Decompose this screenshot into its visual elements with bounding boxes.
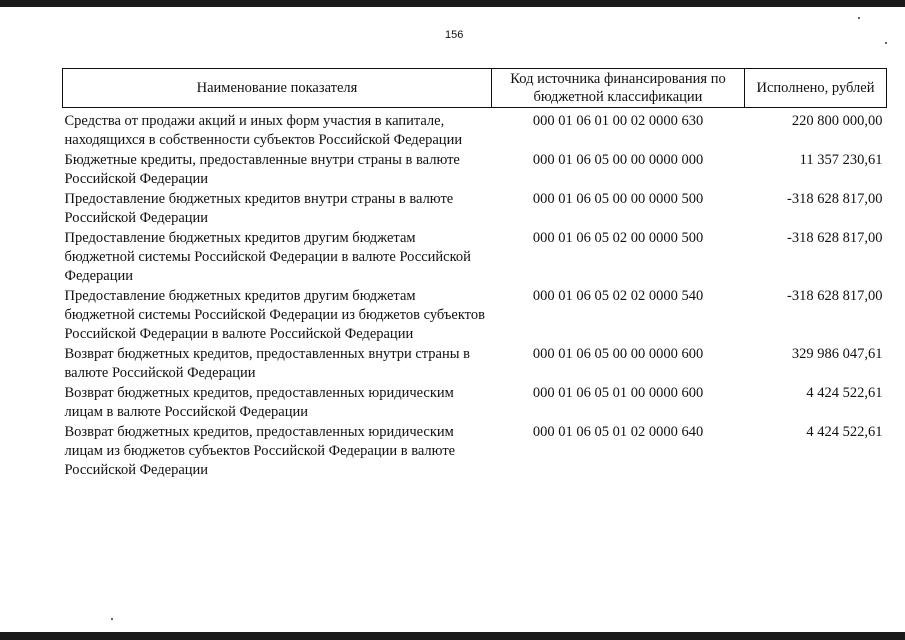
scan-speck	[885, 42, 887, 44]
scan-speck	[858, 17, 860, 19]
row-name-cell: Предоставление бюджетных кредитов другим бюджетам бюджетной системы Российской Федерации из бюджетов субъектов Российской Федерации в валюте Российской Федерации	[64, 288, 485, 342]
row-code-cell: 000 01 06 05 01 02 0000 640	[532, 424, 704, 440]
scan-bottom-border	[0, 632, 905, 640]
row-name-cell: Бюджетные кредиты, предоставленные внутри страны в валюте Российской Федерации	[64, 152, 460, 187]
row-name-cell: Предоставление бюджетных кредитов другим бюджетам бюджетной системы Российской Федерации в валюте Российской Федерации	[64, 230, 471, 284]
row-value-cell: 4 424 522,61	[806, 424, 883, 440]
table-header	[63, 69, 887, 108]
row-code-cell: 000 01 06 01 00 02 0000 630	[532, 113, 704, 129]
row-value-cell: -318 628 817,00	[787, 230, 883, 246]
table-row	[63, 345, 887, 384]
row-value-cell: 11 357 230,61	[799, 152, 883, 168]
row-code-cell: 000 01 06 05 00 00 0000 000	[532, 152, 704, 168]
table-row	[63, 108, 887, 152]
table-row	[63, 151, 887, 190]
row-code-cell: 000 01 06 05 00 00 0000 600	[532, 346, 704, 362]
row-value-cell: -318 628 817,00	[787, 288, 883, 304]
scan-speck	[111, 618, 113, 620]
row-code-cell: 000 01 06 05 01 00 0000 600	[532, 385, 704, 401]
row-value-cell: -318 628 817,00	[787, 191, 883, 207]
row-name-cell: Предоставление бюджетных кредитов внутри страны в валюте Российской Федерации	[64, 191, 454, 226]
table-row	[63, 190, 887, 229]
row-name-cell: Возврат бюджетных кредитов, предоставленных юридическим лицам в валюте Российской Федерации	[64, 385, 454, 420]
budget-sources-table	[62, 68, 887, 481]
row-name-cell: Возврат бюджетных кредитов, предоставленных юридическим лицам из бюджетов субъектов Российской Федерации в валюте Российской Федерации	[64, 424, 456, 478]
scan-top-border	[0, 0, 905, 7]
row-code-cell: 000 01 06 05 00 00 0000 500	[532, 191, 704, 207]
table-row	[63, 287, 887, 345]
table-row	[63, 229, 887, 287]
row-name-cell: Возврат бюджетных кредитов, предоставленных внутри страны в валюте Российской Федерации	[64, 346, 470, 381]
table-body	[63, 108, 887, 482]
column-header-code: Код источника финансирования по бюджетной классификации	[492, 69, 745, 108]
row-value-cell: 329 986 047,61	[791, 346, 883, 362]
column-header-name: Наименование показателя	[63, 69, 492, 108]
table-row	[63, 423, 887, 481]
table-header-row	[63, 69, 887, 108]
row-code-cell: 000 01 06 05 02 00 0000 500	[532, 230, 704, 246]
row-value-cell: 4 424 522,61	[806, 385, 883, 401]
page-number: 156	[445, 29, 464, 41]
table-row	[63, 384, 887, 423]
row-code-cell: 000 01 06 05 02 02 0000 540	[532, 288, 704, 304]
row-name-cell: Средства от продажи акций и иных форм участия в капитале, находящихся в собственности субъектов Российской Федерации	[64, 113, 463, 148]
column-header-value: Исполнено, рублей	[745, 69, 887, 108]
row-value-cell: 220 800 000,00	[791, 113, 883, 129]
